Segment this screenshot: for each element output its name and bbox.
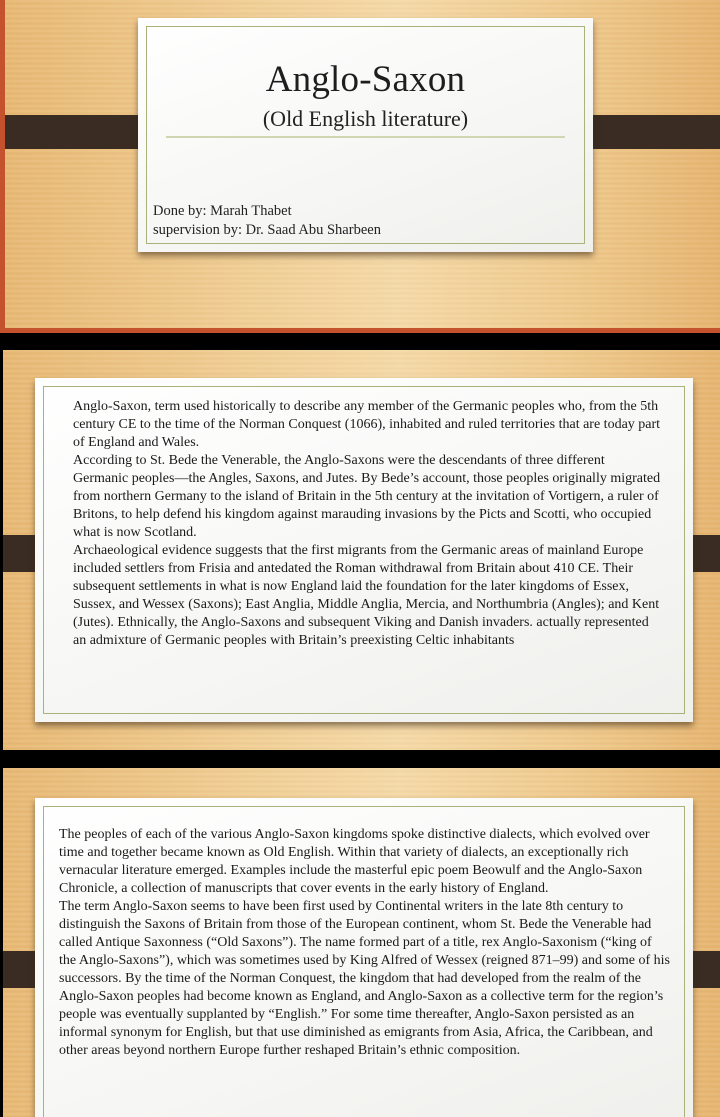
slide-subtitle: (Old English literature) [262,106,469,131]
decorative-bar-right [579,115,720,149]
content-slide-1 [0,350,720,750]
supervisor-line: supervision by: Dr. Saad Abu Sharbeen [153,222,381,238]
paragraph: Anglo-Saxon, term used historically to describe any member of the Germanic peoples who, from the 5th century CE to the time of the Norman Conquest (1066), inhabited and ruled territories that are today part of England and Wales. [73,399,661,450]
author-line: Done by: Marah Thabet [153,203,292,219]
title-divider [166,136,565,138]
title-card [138,18,593,252]
paragraph: According to St. Bede the Venerable, the Anglo-Saxons were the descendants of three different Germanic peoples—the Angles, Saxons, and Jutes. By Bede’s account, those peoples originally migrated from northern Germany to the island of Britain in the 5th century at the invitation of Vortigern, a ruler of Britons, to help defend his kingdom against marauding invasions by the Picts and Scotti, who occupied what is now Scotland. [73,453,661,540]
content-card [35,798,693,1117]
slide-title: Anglo-Saxon [265,59,466,100]
content-slide-2 [0,768,720,1117]
title-slide [0,0,720,333]
paragraph: The peoples of each of the various Anglo-Saxon kingdoms spoke distinctive dialects, which evolved over time and together became known as Old English. Within that variety of dialects, an exceptionally rich vernacular literature emerged. Examples include the masterful epic poem Beowulf and the Anglo-Saxon Chronicle, a collection of manuscripts that cover events in the early history of England. [59,827,650,896]
paragraph: Archaeological evidence suggests that the first migrants from the Germanic areas of mainland Europe included settlers from Frisia and antedated the Roman withdrawal from Britain about 410 CE. Their subsequent settlements in what is now England laid the foundation for the later kingdoms of Essex, Sussex, and Wessex (Saxons); East Anglia, Middle Anglia, Mercia, and Northumbria (Angles); and Kent (Jutes). Ethnically, the Anglo-Saxons and subsequent Viking and Danish invaders. actually represented an admixture of Germanic peoples with Britain’s preexisting Celtic inhabitants [73,543,660,648]
body-text [59,826,671,1060]
body-text [73,398,663,650]
credits [153,202,381,240]
paragraph: The term Anglo-Saxon seems to have been first used by Continental writers in the late 8th century to distinguish the Saxons of Britain from those of the European continent, whom St. Bede the Venerable had called Antique Saxonness (“Old Saxons”). The name formed part of a title, rex Anglo-Saxonism (“king of the Anglo-Saxons”), which was sometimes used by King Alfred of Wessex (reigned 871–99) and some of his successors. By the time of the Norman Conquest, the kingdom that had developed from the realm of the Anglo-Saxon peoples had become known as England, and Anglo-Saxon as a collective term for the region’s people was eventually supplanted by “English.” For some time thereafter, Anglo-Saxon persisted as an informal synonym for English, but that use diminished as emigrants from Asia, Africa, the Caribbean, and other areas beyond northern Europe further reshaped Britain’s ethnic composition. [59,899,671,1058]
content-card [35,378,693,722]
decorative-bar-left [5,115,145,149]
